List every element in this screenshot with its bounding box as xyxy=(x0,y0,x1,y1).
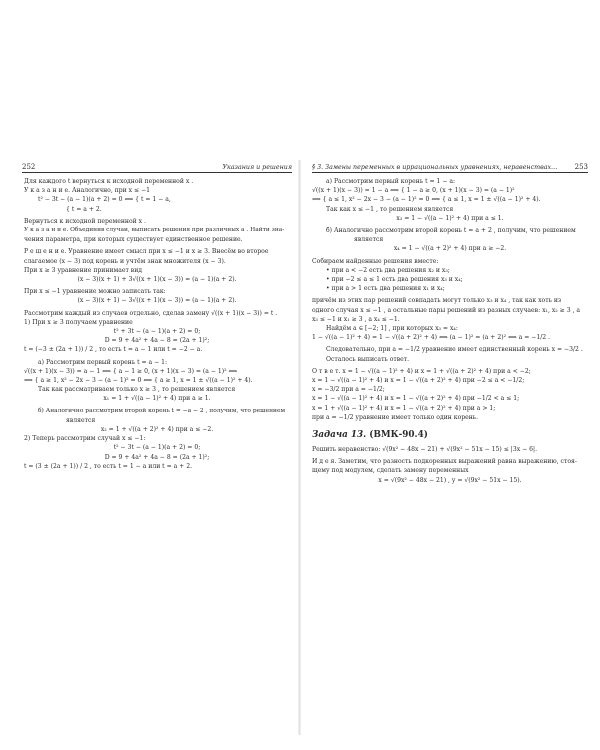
text-line: щему под модулем, сделать замену переменных xyxy=(312,467,469,475)
text-line: x₃ = 1 − √((a − 1)² + 4) при a ≤ 1. xyxy=(396,214,504,222)
text-line: t² − 3t − (a − 1)(a + 2) = 0; xyxy=(113,444,201,452)
text-line: И д е я. Заметим, что разность подкоренных выражений равна выражению, стоя- xyxy=(312,458,577,466)
solution-text xyxy=(312,177,588,422)
text-line: б) Аналогично рассмотрим второй корень t = −a − 2 , получим, что решением xyxy=(38,407,286,414)
text-line: D = 9 + 4a² + 4a − 8 = (2a + 1)²; xyxy=(104,453,210,461)
text-line: • при a > 1 есть два решения x₁ и x₄; xyxy=(326,285,445,293)
text-line: { t = a + 2. xyxy=(66,205,102,213)
running-header: § 3. Замены переменных в иррациональных уравнениях, неравенствах… xyxy=(312,164,558,171)
text-line: t = (−3 ± (2a + 1)) / 2 , то есть t = a − 1 или t = −2 − a. xyxy=(24,346,203,354)
text-line: Р е ш е н и е. Уравнение имеет смысл при x ≤ −1 и x ≥ 3. Внесём во второе xyxy=(24,248,269,256)
left-page-header xyxy=(22,160,292,173)
text-line: У к а з а н и е. Аналогично, при x ≤ −1 xyxy=(24,187,151,195)
text-line: При x ≥ 3 уравнение принимает вид xyxy=(24,266,143,274)
text-line: ⟺ { a ≤ 1, x² − 2x − 3 − (a − 1)² = 0 ⟺ { a ≤ 1, x = 1 ± √((a − 1)² + 4). xyxy=(312,196,541,204)
text-line: Следовательно, при a = −1/2 уравнение имеет единственный корень x = −3/2 . xyxy=(326,346,583,354)
text-line: слагаемое (x − 3) под корень и учтём знак множителя (x − 3). xyxy=(24,257,226,265)
text-line: Так как рассматриваем только x ≥ 3 , то решением является xyxy=(38,386,236,394)
text-line: При x ≤ −1 уравнение можно записать так: xyxy=(24,288,166,296)
text-line: • при a < −2 есть два решения x₂ и x₃; xyxy=(326,266,450,274)
text-line: √((x + 1)(x − 3)) = 1 − a ⟺ { 1 − a ≥ 0, (x + 1)(x − 3) = (a − 1)² xyxy=(312,187,515,195)
task-label: Задача 13. xyxy=(312,430,367,441)
text-line: а) Рассмотрим первый корень t = 1 − a: xyxy=(326,178,456,185)
text-line: является xyxy=(66,416,96,424)
text-line: √((x + 1)(x − 3)) = a − 1 ⟺ { a − 1 ≥ 0, (x + 1)(x − 3) = (a − 1)² ⟺ xyxy=(24,367,238,375)
text-line: (x − 3)(x + 1) − 3√((x + 1)(x − 3)) = (a − 1)(a + 2). xyxy=(77,297,237,305)
text-line: x = 1 + √((a − 1)² + 4) и x = 1 − √((a + 2)² + 4) при a > 1; xyxy=(312,404,496,412)
right-page xyxy=(304,160,596,735)
text-line: является xyxy=(354,236,384,244)
task-text xyxy=(312,445,588,485)
text-line: ⟺ { a ≥ 1, x² − 2x − 3 − (a − 1)² = 0 ⟺ { a ≥ 1, x = 1 ± √((a − 1)² + 4). xyxy=(24,377,253,385)
text-line: D = 9 + 4a² + 4a − 8 = (2a + 1)²; xyxy=(104,337,210,345)
text-line: У к а з а н и е. Объединив случаи, выписать решения при различных a . Найти зна- xyxy=(24,227,285,234)
page-number: 252 xyxy=(22,163,36,171)
text-line: чения параметра, при которых существует единственное решение. xyxy=(24,236,243,244)
text-line: Собираем найденные решения вместе: xyxy=(312,257,439,265)
text-line: б) Аналогично рассмотрим второй корень t = a + 2 , получим, что решением xyxy=(326,227,576,235)
text-line: x = 1 − √((a − 1)² + 4) и x = 1 − √((a + 2)² + 4) при −2 ≤ a < −1/2; xyxy=(312,377,525,385)
text-line: x = √(9x² − 48x − 21) , y = √(9x² − 51x − 15). xyxy=(378,476,522,484)
text-line: x = 1 − √((a − 1)² + 4) и x = 1 − √((a + 2)² + 4) при −1/2 < a ≤ 1; xyxy=(312,395,520,403)
text-line: x₄ = 1 − √((a + 2)² + 4) при a ≥ −2. xyxy=(393,245,507,253)
text-line: x₃ ≤ −1 и x₁ ≥ 3 , а x₄ ≤ −1. xyxy=(312,315,400,323)
text-line: Рассмотрим каждый из случаев отдельно, сделав замену √((x + 1)(x − 3)) = t . xyxy=(24,309,278,317)
text-line: • при −2 ≤ a ≤ 1 есть два решения x₃ и x₄; xyxy=(326,276,463,284)
left-page xyxy=(2,160,294,735)
text-line: О т в е т. x = 1 − √((a − 1)² + 4) и x = 1 + √((a + 2)² + 4) при a < −2; xyxy=(312,367,531,375)
text-line: а) Рассмотрим первый корень t = a − 1: xyxy=(38,358,168,366)
right-page-text xyxy=(312,177,588,485)
text-line: x₁ = 1 + √((a − 1)² + 4) при a ≥ 1. xyxy=(103,395,211,403)
text-line: Вернуться к исходной переменной x . xyxy=(24,217,146,225)
text-line: t² + 3t − (a − 1)(a + 2) = 0; xyxy=(113,328,201,336)
text-line: (x − 3)(x + 1) + 3√((x + 1)(x − 3)) = (a − 1)(a + 2). xyxy=(77,276,237,284)
text-line: причём из этих пар решений совпадать могут только x₃ и x₄ , так как хоть из xyxy=(312,297,562,305)
text-line: 1) При x ≥ 3 получаем уравнение xyxy=(24,318,133,326)
task-heading xyxy=(312,429,588,442)
text-line: Решить неравенство: √(9x² − 48x − 21) + √(9x² − 51x − 15) ≤ |3x − 6|. xyxy=(312,446,538,454)
page-number: 253 xyxy=(574,163,588,171)
task-code: (ВМК-90.4) xyxy=(369,430,428,441)
text-line: t = (3 ± (2a + 1)) / 2 , то есть t = 1 − a или t = a + 2. xyxy=(24,462,193,470)
page-gutter xyxy=(298,160,301,735)
text-line: t² − 3t − (a − 1)(a + 2) = 0 ⟺ { t = 1 − a, xyxy=(38,196,171,204)
left-page-text xyxy=(24,177,290,471)
text-line: x₂ = 1 + √((a + 2)² + 4) при a ≤ −2. xyxy=(100,426,214,434)
text-line: Осталось выписать ответ. xyxy=(326,355,410,363)
text-line: одного случая x ≤ −1 , а остальные пары решений из разных случаев: x₁, x₂ ≥ 3 , а xyxy=(312,306,581,314)
book-spread xyxy=(0,160,600,735)
text-line: Для каждого t вернуться к исходной переменной x . xyxy=(24,178,194,185)
text-line: Так как x ≤ −1 , то решением является xyxy=(326,205,454,213)
text-line: 2) Теперь рассмотрим случай x ≤ −1: xyxy=(24,435,146,443)
right-page-header xyxy=(312,160,588,173)
text-line: Найдём a ∈ [−2; 1] , при которых x₃ = x₄: xyxy=(326,325,458,333)
text-line: при a = −1/2 уравнение имеет только один корень. xyxy=(312,413,479,421)
text-line: x = −3/2 при a = −1/2; xyxy=(312,386,385,394)
running-header: Указания и решения xyxy=(222,164,292,171)
text-line: 1 − √((a − 1)² + 4) = 1 − √((a + 2)² + 4) ⟺ (a − 1)² = (a + 2)² ⟺ a = −1/2 . xyxy=(312,334,551,342)
